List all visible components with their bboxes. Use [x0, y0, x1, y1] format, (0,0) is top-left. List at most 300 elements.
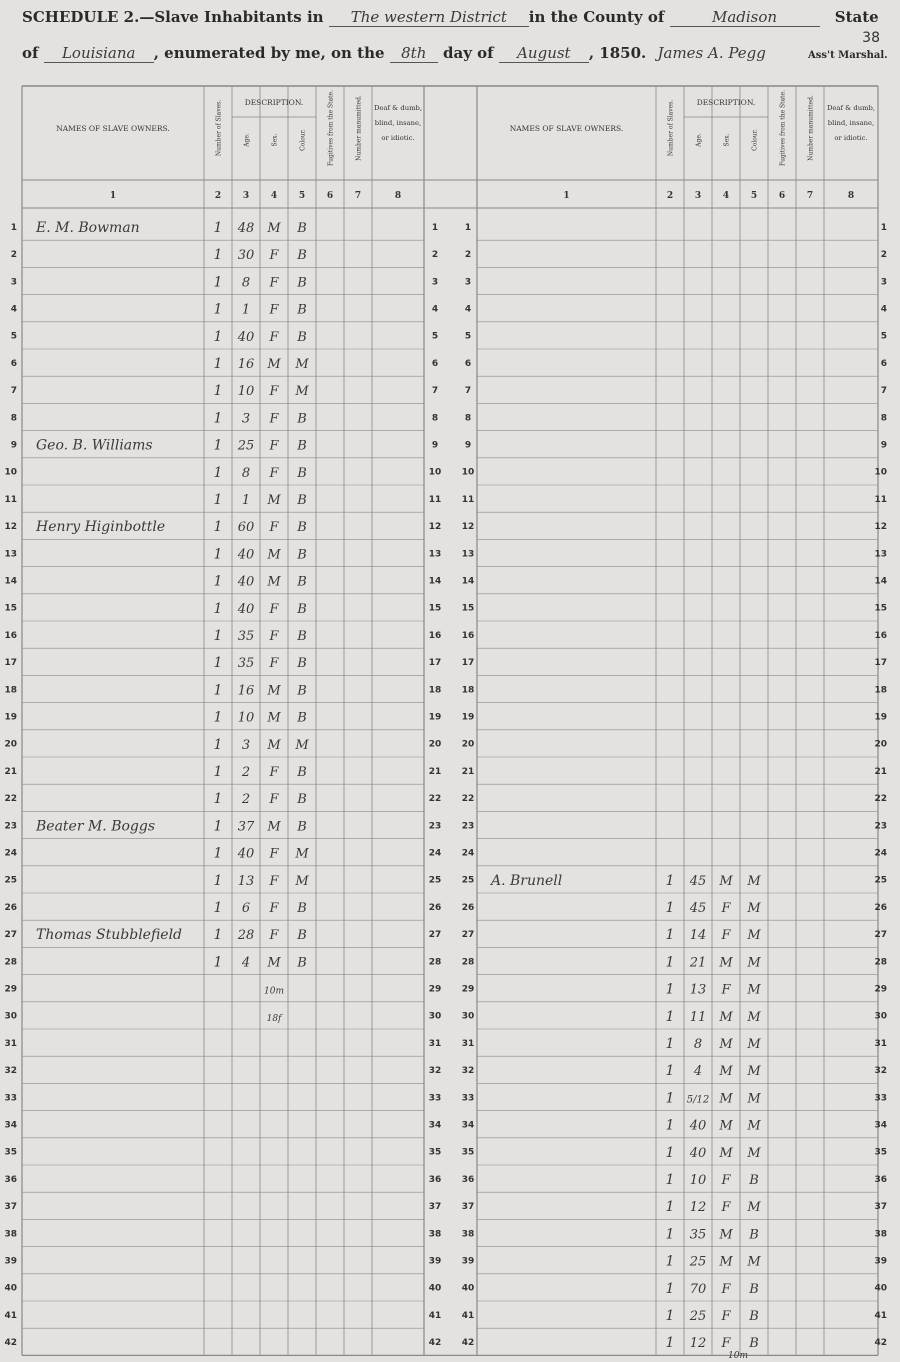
right-row-number: 1: [464, 222, 472, 233]
left-row-number: 13: [428, 549, 442, 560]
left-sex: 18f: [266, 1013, 282, 1024]
left-colour: B: [297, 493, 307, 509]
right-colour: M: [747, 1037, 761, 1053]
left-row-number: 29: [4, 984, 17, 995]
right-row-number: 5: [464, 331, 472, 342]
left-row-number: 24: [428, 848, 442, 859]
right-row-number: 4: [880, 304, 887, 315]
left-sex: F: [269, 846, 279, 862]
left-sex: M: [267, 710, 281, 726]
right-slave-count: 1: [665, 1144, 675, 1161]
right-row-number: 9: [464, 440, 472, 451]
left-sex: F: [269, 765, 279, 781]
right-row-number: 20: [461, 739, 475, 750]
left-sex: M: [267, 221, 281, 237]
left-colour: B: [297, 955, 307, 971]
left-sex: F: [269, 601, 279, 617]
right-slave-count: 1: [665, 1063, 675, 1080]
left-row-number: 9: [431, 440, 439, 451]
right-column-number: 2: [666, 191, 674, 201]
left-sex: 10m: [264, 986, 284, 997]
right-column-number: 1: [563, 191, 570, 201]
left-slave-count: 1: [213, 600, 223, 617]
left-age: 37: [237, 819, 255, 835]
left-colour: B: [297, 792, 307, 808]
left-sex: F: [269, 901, 279, 917]
right-row-number: 28: [461, 957, 475, 968]
right-sex: F: [721, 982, 731, 998]
right-row-number: 33: [874, 1093, 887, 1104]
left-slave-count: 1: [213, 519, 223, 536]
left-row-number: 42: [4, 1338, 17, 1349]
right-colour: M: [747, 1118, 761, 1134]
right-row-number: 21: [461, 766, 475, 777]
left-row-number: 33: [4, 1093, 17, 1104]
left-slave-count: 1: [213, 900, 223, 917]
left-row-number: 10: [428, 467, 442, 478]
left-row-number: 20: [428, 739, 442, 750]
left-row-number: 8: [10, 413, 17, 424]
left-slave-count: 1: [213, 247, 223, 264]
left-row-number: 36: [428, 1174, 442, 1185]
right-sex: M: [719, 1254, 733, 1270]
left-age: 40: [237, 846, 255, 862]
right-slave-count: 1: [665, 1172, 675, 1189]
right-slave-count: 1: [665, 1117, 675, 1134]
right-row-number: 11: [461, 494, 475, 505]
right-vertical-header: Sex.: [723, 133, 731, 147]
right-sex: M: [719, 1227, 733, 1243]
right-colour: M: [747, 873, 761, 889]
right-colour: B: [749, 1227, 759, 1243]
marshal-title: Ass't Marshal.: [808, 50, 888, 61]
right-row-number: 27: [461, 930, 475, 941]
left-slave-count: 1: [213, 437, 223, 454]
right-row-number: 17: [874, 658, 887, 669]
right-row-number: 13: [461, 549, 475, 560]
left-column-number: 8: [394, 191, 402, 201]
right-colour: B: [749, 1309, 759, 1325]
right-row-number: 7: [464, 386, 472, 397]
right-age: 4: [693, 1064, 703, 1080]
left-slave-count: 1: [213, 791, 223, 808]
right-age: 25: [689, 1254, 707, 1270]
right-sex: F: [721, 1200, 731, 1216]
left-row-number: 22: [428, 794, 442, 805]
right-colour: M: [747, 1064, 761, 1080]
right-row-number: 36: [874, 1174, 887, 1185]
left-sex: M: [267, 683, 281, 699]
month-value: August: [499, 44, 589, 63]
left-sex: F: [269, 520, 279, 536]
left-sex: M: [267, 357, 281, 373]
left-row-number: 9: [10, 440, 17, 451]
right-slave-count: 1: [665, 1226, 675, 1243]
left-row-number: 34: [428, 1120, 442, 1131]
right-colour: B: [749, 1173, 759, 1189]
right-sex: F: [721, 1281, 731, 1297]
right-row-number: 21: [874, 766, 887, 777]
right-row-number: 26: [874, 902, 887, 913]
left-sex: F: [269, 411, 279, 427]
right-row-number: 40: [874, 1283, 887, 1294]
left-row-number: 4: [431, 304, 439, 315]
left-row-number: 41: [4, 1310, 17, 1321]
left-names-header: NAMES OF SLAVE OWNERS.: [56, 124, 170, 133]
left-row-number: 11: [4, 494, 17, 505]
left-slave-count: 1: [213, 818, 223, 835]
left-sex: M: [267, 819, 281, 835]
right-deaf-header: Deaf & dumb,: [826, 104, 876, 112]
right-row-number: 33: [461, 1093, 475, 1104]
right-row-number: 24: [874, 848, 887, 859]
left-owner-name: Henry Higinbottle: [36, 519, 166, 536]
right-row-number: 23: [461, 821, 475, 832]
right-row-number: 38: [874, 1229, 887, 1240]
left-colour: M: [295, 384, 309, 400]
left-column-number: 7: [354, 191, 362, 201]
left-row-number: 31: [428, 1038, 442, 1049]
right-sex: M: [719, 955, 733, 971]
right-sex: F: [721, 1173, 731, 1189]
left-slave-count: 1: [213, 356, 223, 373]
left-row-number: 37: [428, 1202, 442, 1213]
right-row-number: 34: [874, 1120, 887, 1131]
right-slave-count: 1: [665, 927, 675, 944]
right-row-number: 37: [461, 1202, 475, 1213]
right-sex: F: [721, 1309, 731, 1325]
right-row-number: 23: [874, 821, 887, 832]
left-colour: M: [295, 873, 309, 889]
right-vertical-header: Fugitives from the State.: [779, 89, 787, 167]
left-colour: B: [297, 819, 307, 835]
left-colour: B: [297, 765, 307, 781]
left-slave-count: 1: [213, 954, 223, 971]
right-sex: M: [719, 873, 733, 889]
right-age: 35: [689, 1227, 707, 1243]
right-sex: M: [719, 1009, 733, 1025]
left-vertical-header: Fugitives from the State.: [327, 89, 335, 167]
left-vertical-header: Age.: [243, 133, 251, 147]
left-row-number: 15: [428, 603, 442, 614]
left-age: 2: [241, 765, 251, 781]
left-column-number: 5: [298, 191, 306, 201]
left-age: 8: [241, 275, 251, 291]
left-age: 4: [241, 955, 251, 971]
left-colour: B: [297, 901, 307, 917]
left-row-number: 17: [4, 658, 17, 669]
right-row-number: 5: [880, 331, 887, 342]
right-slave-count: 1: [665, 1199, 675, 1216]
left-colour: B: [297, 656, 307, 672]
left-age: 1: [241, 302, 251, 318]
left-sex: M: [267, 955, 281, 971]
left-row-number: 33: [428, 1093, 442, 1104]
left-row-number: 13: [4, 549, 17, 560]
right-row-number: 36: [461, 1174, 475, 1185]
right-column-number: 6: [778, 191, 786, 201]
left-age: 30: [237, 248, 255, 264]
right-row-number: 15: [874, 603, 887, 614]
right-row-number: 6: [464, 358, 472, 369]
right-row-number: 3: [880, 277, 887, 288]
left-age: 8: [241, 465, 251, 481]
left-row-number: 23: [428, 821, 442, 832]
left-slave-count: 1: [213, 845, 223, 862]
right-row-number: 25: [874, 875, 887, 886]
left-vertical-header: Colour.: [299, 129, 307, 151]
right-column-number: 8: [847, 191, 855, 201]
left-row-number: 12: [4, 522, 17, 533]
right-row-number: 39: [874, 1256, 887, 1267]
left-sex: F: [269, 329, 279, 345]
left-row-number: 5: [10, 331, 17, 342]
left-age: 10: [237, 710, 255, 726]
right-vertical-header: Number manumitted.: [807, 95, 815, 161]
right-names-header: NAMES OF SLAVE OWNERS.: [509, 124, 624, 133]
left-colour: B: [297, 302, 307, 318]
left-slave-count: 1: [213, 274, 223, 291]
right-row-number: 3: [464, 277, 472, 288]
left-owner-name: E. M. Bowman: [36, 220, 140, 237]
left-column-number: 3: [242, 191, 250, 201]
left-colour: B: [297, 601, 307, 617]
right-row-number: 41: [874, 1310, 887, 1321]
right-row-number: 2: [464, 250, 472, 261]
right-row-number: 18: [461, 685, 475, 696]
left-age: 1: [241, 493, 251, 509]
left-colour: B: [297, 221, 307, 237]
right-row-number: 17: [461, 658, 475, 669]
left-colour: B: [297, 329, 307, 345]
right-sex: M: [719, 1091, 733, 1107]
state-label: State: [834, 8, 879, 26]
right-row-number: 31: [874, 1038, 887, 1049]
right-row-number: 14: [461, 576, 475, 587]
left-sex: F: [269, 248, 279, 264]
right-row-number: 12: [461, 522, 475, 533]
left-age: 3: [241, 737, 251, 753]
right-age: 40: [689, 1118, 707, 1134]
right-row-number: 18: [874, 685, 887, 696]
left-description-header: DESCRIPTION.: [244, 98, 304, 107]
left-row-number: 15: [4, 603, 17, 614]
left-slave-count: 1: [213, 628, 223, 645]
right-row-number: 27: [874, 930, 887, 941]
left-slave-count: 1: [213, 682, 223, 699]
left-row-number: 16: [428, 630, 442, 641]
right-row-number: 24: [461, 848, 475, 859]
right-colour: B: [749, 1336, 759, 1352]
right-row-number: 16: [461, 630, 475, 641]
left-row-number: 25: [4, 875, 17, 886]
right-owner-name: A. Brunell: [491, 872, 563, 889]
right-age: 13: [689, 982, 707, 998]
left-row-number: 37: [4, 1202, 17, 1213]
left-column-number: 6: [326, 191, 334, 201]
footer-note: 10m: [728, 1351, 748, 1361]
marshal-signature: James A. Pegg: [657, 44, 766, 62]
left-row-number: 25: [428, 875, 442, 886]
state-value: Louisiana: [44, 44, 154, 63]
right-sex: M: [719, 1064, 733, 1080]
left-sex: M: [267, 547, 281, 563]
right-vertical-header: Colour.: [751, 129, 759, 151]
left-row-number: 6: [431, 358, 439, 369]
left-slave-count: 1: [213, 464, 223, 481]
right-column-number: 7: [806, 191, 814, 201]
of-label: of: [22, 44, 39, 62]
left-row-number: 1: [10, 222, 17, 233]
left-row-number: 41: [428, 1310, 442, 1321]
right-colour: M: [747, 982, 761, 998]
right-row-number: 38: [461, 1229, 475, 1240]
left-age: 2: [241, 792, 251, 808]
right-row-number: 28: [874, 957, 887, 968]
right-colour: B: [749, 1281, 759, 1297]
left-row-number: 5: [431, 331, 439, 342]
left-sex: F: [269, 384, 279, 400]
left-row-number: 26: [428, 902, 442, 913]
left-row-number: 34: [4, 1120, 17, 1131]
left-row-number: 26: [4, 902, 17, 913]
left-colour: B: [297, 465, 307, 481]
left-column-number: 1: [109, 191, 117, 201]
left-row-number: 10: [4, 467, 17, 478]
left-slave-count: 1: [213, 410, 223, 427]
right-colour: M: [747, 955, 761, 971]
left-age: 35: [237, 656, 255, 672]
left-row-number: 32: [4, 1066, 17, 1077]
right-row-number: 11: [874, 494, 887, 505]
left-row-number: 39: [4, 1256, 17, 1267]
right-row-number: 42: [461, 1338, 475, 1349]
left-colour: B: [297, 928, 307, 944]
left-column-number: 4: [270, 191, 278, 201]
left-row-number: 24: [4, 848, 17, 859]
left-colour: B: [297, 710, 307, 726]
left-sex: F: [269, 302, 279, 318]
right-sex: M: [719, 1037, 733, 1053]
left-row-number: 1: [431, 222, 439, 233]
left-age: 13: [237, 873, 255, 889]
left-sex: F: [269, 928, 279, 944]
right-row-number: 10: [874, 467, 887, 478]
left-row-number: 39: [428, 1256, 442, 1267]
left-colour: B: [297, 438, 307, 454]
right-row-number: 40: [461, 1283, 475, 1294]
left-row-number: 32: [428, 1066, 442, 1077]
left-slave-count: 1: [213, 573, 223, 590]
right-sex: M: [719, 1118, 733, 1134]
enumerated-label: , enumerated by me, on the: [153, 44, 385, 62]
left-row-number: 40: [4, 1283, 17, 1294]
right-row-number: 13: [874, 549, 887, 560]
left-row-number: 18: [4, 685, 17, 696]
left-sex: M: [267, 574, 281, 590]
left-slave-count: 1: [213, 655, 223, 672]
right-slave-count: 1: [665, 1090, 675, 1107]
right-description-header: DESCRIPTION.: [696, 98, 756, 107]
year-label: , 1850.: [588, 44, 647, 62]
right-age: 12: [689, 1336, 707, 1352]
left-age: 16: [237, 357, 255, 373]
left-row-number: 8: [431, 413, 439, 424]
right-row-number: 41: [461, 1310, 475, 1321]
left-slave-count: 1: [213, 220, 223, 237]
right-row-number: 10: [461, 467, 475, 478]
schedule-title: —Slave Inhabitants in: [139, 8, 324, 26]
left-slave-count: 1: [213, 872, 223, 889]
left-row-number: 11: [428, 494, 442, 505]
left-sex: F: [269, 629, 279, 645]
right-sex: F: [721, 1336, 731, 1352]
left-slave-count: 1: [213, 927, 223, 944]
left-row-number: 27: [4, 930, 17, 941]
left-row-number: 19: [4, 712, 17, 723]
right-row-number: 8: [464, 413, 472, 424]
left-age: 40: [237, 329, 255, 345]
left-row-number: 3: [10, 277, 17, 288]
left-sex: F: [269, 275, 279, 291]
right-column-number: 4: [722, 191, 730, 201]
right-row-number: 8: [880, 413, 887, 424]
right-row-number: 32: [874, 1066, 887, 1077]
schedule-label: SCHEDULE 2.: [22, 8, 140, 26]
left-slave-count: 1: [213, 383, 223, 400]
left-row-number: 28: [4, 957, 17, 968]
right-sex: M: [719, 1145, 733, 1161]
left-row-number: 14: [4, 576, 17, 587]
left-slave-count: 1: [213, 709, 223, 726]
right-row-number: 42: [874, 1338, 887, 1349]
right-row-number: 19: [874, 712, 887, 723]
left-age: 28: [237, 928, 255, 944]
right-sex: F: [721, 928, 731, 944]
right-age: 21: [689, 955, 707, 971]
left-row-number: 12: [428, 522, 442, 533]
left-row-number: 35: [4, 1147, 17, 1158]
left-column-number: 2: [214, 191, 222, 201]
right-slave-count: 1: [665, 954, 675, 971]
left-row-number: 7: [10, 386, 17, 397]
right-age: 12: [689, 1200, 707, 1216]
county-value: Madison: [670, 8, 820, 27]
left-row-number: 2: [431, 250, 439, 261]
right-row-number: 14: [874, 576, 887, 587]
right-row-number: 1: [880, 222, 887, 233]
right-row-number: 22: [874, 794, 887, 805]
right-age: 45: [689, 873, 707, 889]
left-row-number: 16: [4, 630, 17, 641]
right-row-number: 26: [461, 902, 475, 913]
right-vertical-header: Number of Slaves.: [667, 99, 675, 157]
left-row-number: 3: [431, 277, 439, 288]
right-age: 5/12: [686, 1094, 710, 1106]
right-age: 10: [689, 1173, 707, 1189]
right-age: 8: [693, 1037, 703, 1053]
left-colour: B: [297, 629, 307, 645]
right-sex: F: [721, 901, 731, 917]
right-row-number: 29: [874, 984, 887, 995]
left-owner-name: Geo. B. Williams: [36, 437, 153, 454]
left-deaf-header: or idiotic.: [381, 134, 415, 142]
left-row-number: 21: [428, 766, 442, 777]
right-row-number: 32: [461, 1066, 475, 1077]
right-colour: M: [747, 901, 761, 917]
right-slave-count: 1: [665, 872, 675, 889]
day-of-label: day of: [443, 44, 494, 62]
